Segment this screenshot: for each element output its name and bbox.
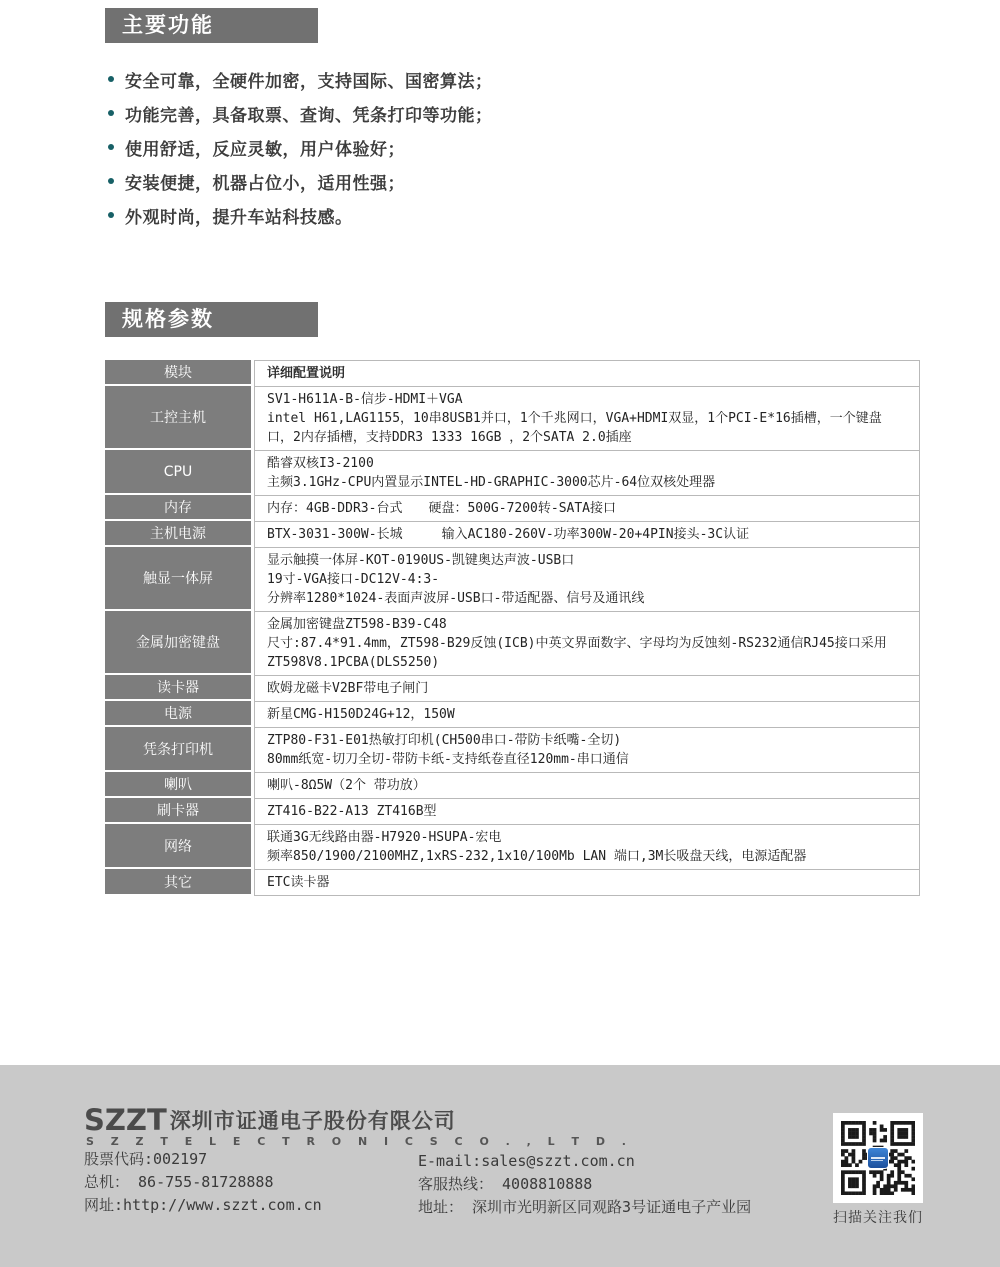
spec-detail-cell [254,521,920,547]
company-name-en: S Z Z T E L E C T R O N I C S C O . , L T D . [86,1135,633,1148]
spec-module-label: 其它 [105,869,251,896]
feature-item [108,96,493,130]
bullet-dot-icon [108,178,114,184]
qr-caption: 扫描关注我们 [833,1210,923,1226]
bullet-dot-icon [108,110,114,116]
spec-detail-line: 联通3G无线路由器-H7920-HSUPA-宏电 [267,830,502,845]
spec-detail-cell [254,495,920,521]
logo-wordmark: SZZT [84,1103,167,1137]
feature-item [108,130,493,164]
spec-detail-cell [254,450,920,495]
spec-row [105,824,920,869]
spec-header-module: 模块 [105,360,251,386]
bullet-dot-icon [108,212,114,218]
spec-module-label: 主机电源 [105,521,251,547]
spec-row [105,386,920,450]
spec-detail-line: 欧姆龙磁卡V2BF带电子闸门 [267,681,429,696]
spec-row [105,675,920,701]
spec-module-label: 金属加密键盘 [105,611,251,675]
spec-row [105,869,920,896]
company-logo [84,1105,456,1135]
page-footer [0,1065,1000,1267]
spec-module-label: 刷卡器 [105,798,251,824]
spec-row [105,450,920,495]
spec-detail-line: ZTP80-F31-E01热敏打印机(CH500串口-带防卡纸嘴-全切) [267,733,622,748]
spec-detail-line: 19寸-VGA接口-DC12V-4:3- [267,572,440,587]
spec-table [105,360,920,896]
spec-module-label: 读卡器 [105,675,251,701]
spec-detail-cell [254,701,920,727]
address-text: 地址： 深圳市光明新区同观路3号证通电子产业园 [418,1198,752,1216]
spec-row [105,798,920,824]
spec-module-label: 工控主机 [105,386,251,450]
feature-item [108,164,493,198]
spec-header-detail [254,360,920,386]
spec-detail-line: 频率850/1900/2100MHZ,1xRS-232,1x10/100Mb LAN 端口,3M长吸盘天线，电源适配器 [267,849,807,864]
spec-detail-cell [254,386,920,450]
spec-detail-line: 尺寸:87.4*91.4mm，ZT598-B29反蚀(ICB)中英文界面数字、字母均为反蚀刻-RS232通信RJ45接口采用 [267,636,887,651]
company-name-cn: 深圳市证通电子股份有限公司 [169,1109,456,1133]
spec-detail-cell [254,611,920,675]
spec-detail-line: 分辨率1280*1024-表面声波屏-USB口-带适配器、信号及通讯线 [267,591,645,606]
features-section-title: 主要功能 [105,8,318,43]
spec-detail-line: 主频3.1GHz-CPU内置显示INTEL-HD-GRAPHIC-3000芯片-64位双核处理器 [267,475,716,490]
spec-row [105,521,920,547]
spec-detail-line: intel H61,LAG1155，10串8USB1并口，1个千兆网口，VGA+HDMI双显，1个PCI-E*16插槽，一个键盘口，2内存插槽，支持DDR3 1333 16GB ，2个SATA 2.0插座 [267,411,882,445]
feature-text: 功能完善，具备取票、查询、凭条打印等功能； [125,105,493,126]
bullet-dot-icon [108,76,114,82]
spec-module-label: 网络 [105,824,251,869]
feature-text: 安装便捷，机器占位小，适用性强； [125,173,405,194]
spec-detail-line: 喇叭-8Ω5W（2个 带功放） [267,778,426,793]
qr-code-image [833,1113,923,1203]
feature-item [108,62,493,96]
bullet-dot-icon [108,144,114,150]
spec-detail-line: 80mm纸宽-切刀全切-带防卡纸-支持纸卷直径120mm-串口通信 [267,752,629,767]
qr-center-logo [867,1147,889,1169]
spec-detail-line: SV1-H611A-B-信步-HDMI＋VGA [267,392,463,407]
feature-item [108,198,493,232]
spec-row [105,772,920,798]
email-text: E-mail:sales@szzt.com.cn [418,1152,635,1170]
spec-module-label: CPU [105,450,251,495]
phone-text: 总机： 86-755-81728888 [84,1173,274,1191]
spec-detail-line: ZT416-B22-A13 ZT416B型 [267,804,437,819]
spec-row [105,701,920,727]
spec-detail-line: 内存：4GB-DDR3-台式 硬盘：500G-7200转-SATA接口 [267,501,617,516]
spec-module-label: 喇叭 [105,772,251,798]
specs-section-title: 规格参数 [105,302,318,337]
spec-detail-cell [254,727,920,772]
spec-detail-line: ZT598V8.1PCBA(DLS5250) [267,655,440,670]
spec-module-label: 电源 [105,701,251,727]
spec-detail-cell [254,772,920,798]
hotline-text: 客服热线： 4008810888 [418,1175,593,1193]
feature-text: 安全可靠，全硬件加密，支持国际、国密算法； [125,71,493,92]
contact-column-left [84,1148,322,1217]
spec-detail-line: ETC读卡器 [267,875,330,890]
spec-row [105,611,920,675]
spec-detail-line: 金属加密键盘ZT598-B39-C48 [267,617,447,632]
spec-detail-cell [254,798,920,824]
spec-detail-line: BTX-3031-300W-长城 输入AC180-260V-功率300W-20+4PIN接头-3C认证 [267,527,750,542]
stock-code-text: 股票代码:002197 [84,1150,208,1168]
spec-row [105,495,920,521]
feature-text: 使用舒适，反应灵敏，用户体验好； [125,139,405,160]
spec-detail-cell [254,547,920,611]
spec-detail-cell [254,869,920,896]
spec-detail-line: 新星CMG-H150D24G+12，150W [267,707,455,722]
spec-table-header-row [105,360,920,386]
spec-detail-line: 酷睿双核I3-2100 [267,456,374,471]
spec-row [105,547,920,611]
feature-text: 外观时尚，提升车站科技感。 [125,207,353,228]
spec-detail-cell [254,675,920,701]
features-list [108,62,493,232]
spec-module-label: 内存 [105,495,251,521]
spec-detail-line: 显示触摸一体屏-KOT-0190US-凯键奥达声波-USB口 [267,553,575,568]
spec-header-detail-text: 详细配置说明 [267,366,346,381]
spec-row [105,727,920,772]
website-text: 网址:http://www.szzt.com.cn [84,1196,322,1214]
spec-module-label: 凭条打印机 [105,727,251,772]
spec-module-label: 触显一体屏 [105,547,251,611]
spec-detail-cell [254,824,920,869]
contact-column-right [418,1150,751,1219]
